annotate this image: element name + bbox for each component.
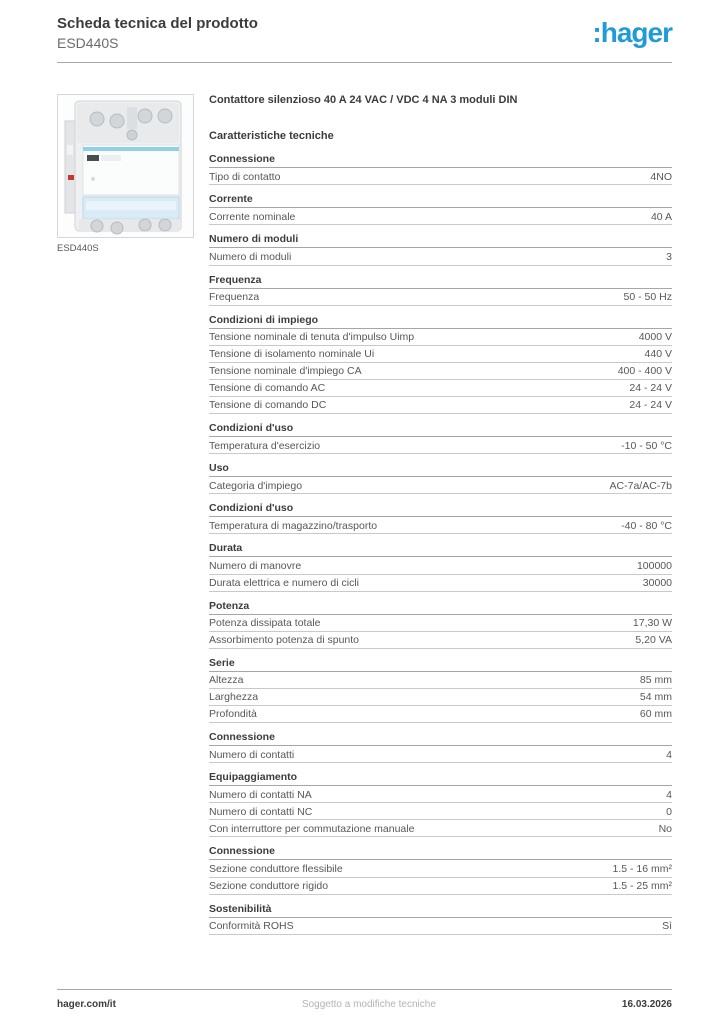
spec-section-heading: Connessione — [209, 153, 672, 168]
spec-row-value: -10 - 50 °C — [621, 439, 672, 452]
spec-rows — [209, 860, 672, 894]
footer-site-link[interactable]: hager.com/it — [57, 999, 116, 1010]
spec-row-label: Potenza dissipata totale — [209, 617, 321, 630]
spec-section — [209, 845, 672, 894]
spec-section — [209, 657, 672, 723]
spec-row — [209, 477, 672, 494]
spec-row — [209, 615, 672, 632]
spec-row — [209, 346, 672, 363]
spec-row-label: Sezione conduttore rigido — [209, 880, 329, 892]
spec-row-value: 1.5 - 16 mm² — [612, 862, 672, 875]
spec-row — [209, 803, 672, 820]
footer-date: 16.03.2026 — [621, 999, 672, 1010]
spec-row-label: Categoria d'impiego — [209, 479, 303, 492]
specs-title: Caratteristiche tecniche — [209, 130, 334, 143]
spec-section — [209, 542, 672, 591]
main-content — [57, 94, 672, 943]
spec-section-heading: Corrente — [209, 193, 672, 208]
spec-row-label: Temperatura d'esercizio — [209, 439, 321, 452]
spec-row-label: Con interruttore per commutazione manuale — [209, 822, 415, 835]
specs-column — [209, 94, 672, 943]
spec-row-label: Numero di contatti NA — [209, 788, 312, 801]
spec-rows — [209, 918, 672, 935]
spec-row — [209, 860, 672, 877]
spec-row-value: 50 - 50 Hz — [623, 291, 672, 304]
spec-row — [209, 575, 672, 592]
spec-row — [209, 557, 672, 574]
product-description: Contattore silenzioso 40 A 24 VAC / VDC 4 NA 3 moduli DIN — [209, 93, 518, 106]
spec-row — [209, 786, 672, 803]
spec-section — [209, 731, 672, 763]
spec-row-value: 85 mm — [639, 674, 672, 687]
hager-logo: :hager — [592, 17, 672, 48]
spec-row-label: Larghezza — [209, 691, 259, 704]
spec-section-heading: Sostenibilità — [209, 903, 672, 918]
spec-row-value: 40 A — [650, 210, 672, 223]
spec-row — [209, 820, 672, 837]
spec-row-value: Sì — [662, 920, 672, 933]
spec-row-value: 30000 — [642, 577, 672, 589]
spec-row — [209, 380, 672, 397]
spec-row-label: Corrente nominale — [209, 210, 296, 223]
spec-section — [209, 153, 672, 185]
spec-row-value: 4 — [666, 748, 672, 761]
spec-rows — [209, 615, 672, 649]
spec-section-heading: Connessione — [209, 845, 672, 860]
spec-section-heading: Uso — [209, 462, 672, 477]
spec-section — [209, 233, 672, 265]
spec-row-label: Altezza — [209, 674, 244, 687]
spec-rows — [209, 557, 672, 591]
product-image — [63, 97, 188, 235]
spec-row-label: Tensione di comando AC — [209, 382, 326, 395]
spec-rows — [209, 786, 672, 837]
spec-row — [209, 632, 672, 649]
spec-row-value: -40 - 80 °C — [621, 519, 672, 532]
spec-row — [209, 706, 672, 723]
spec-row — [209, 168, 672, 185]
spec-row-value: 3 — [666, 250, 672, 263]
spec-row — [209, 397, 672, 414]
spec-row — [209, 689, 672, 706]
spec-rows — [209, 746, 672, 763]
spec-rows — [209, 289, 672, 306]
footer — [57, 989, 672, 1010]
spec-section-heading: Potenza — [209, 600, 672, 615]
spec-rows — [209, 329, 672, 414]
spec-sections — [209, 153, 672, 935]
spec-row-value: 100000 — [636, 559, 672, 572]
spec-rows — [209, 248, 672, 265]
product-code: ESD440S — [57, 34, 119, 51]
spec-row-value: 5,20 VA — [635, 634, 672, 647]
spec-row — [209, 329, 672, 346]
spec-row-label: Conformità ROHS — [209, 920, 294, 933]
spec-row-label: Numero di moduli — [209, 250, 292, 263]
product-image-column — [57, 94, 194, 943]
spec-section-heading: Connessione — [209, 731, 672, 746]
spec-row-value: 24 - 24 V — [629, 399, 672, 412]
spec-row-label: Assorbimento potenza di spunto — [209, 634, 360, 647]
product-image-frame — [57, 94, 194, 238]
spec-row-value: No — [658, 822, 672, 835]
spec-row-label: Frequenza — [209, 291, 260, 304]
spec-section-heading: Serie — [209, 657, 672, 672]
spec-row — [209, 918, 672, 935]
spec-row-value: 400 - 400 V — [617, 365, 672, 378]
spec-section-heading: Condizioni d'uso — [209, 422, 672, 437]
spec-row — [209, 208, 672, 225]
spec-row-value: 440 V — [644, 348, 672, 361]
spec-section — [209, 771, 672, 837]
spec-row-value: 17,30 W — [632, 617, 672, 630]
spec-row-label: Durata elettrica e numero di cicli — [209, 577, 359, 589]
spec-section-heading: Condizioni d'uso — [209, 502, 672, 517]
spec-row-value: 4NO — [650, 170, 672, 183]
spec-section-heading: Equipaggiamento — [209, 771, 672, 786]
spec-section — [209, 462, 672, 494]
spec-section-heading: Durata — [209, 542, 672, 557]
spec-row — [209, 746, 672, 763]
footer-note: Soggetto a modifiche tecniche — [301, 999, 436, 1010]
spec-row — [209, 363, 672, 380]
spec-row-value: 4 — [666, 788, 672, 801]
spec-row — [209, 517, 672, 534]
header-titles — [57, 15, 258, 52]
spec-section — [209, 314, 672, 414]
spec-row — [209, 248, 672, 265]
spec-row-value: 60 mm — [639, 708, 672, 721]
spec-row-label: Tipo di contatto — [209, 170, 281, 183]
spec-rows — [209, 672, 672, 723]
spec-section — [209, 502, 672, 534]
spec-row-label: Tensione nominale di tenuta d'impulso Uimp — [209, 331, 415, 344]
spec-rows — [209, 208, 672, 225]
spec-row-label: Sezione conduttore flessibile — [209, 862, 343, 875]
product-image-caption: ESD440S — [57, 242, 99, 254]
spec-row-label: Tensione di comando DC — [209, 399, 327, 412]
spec-row-label: Tensione di isolamento nominale Ui — [209, 348, 375, 361]
spec-row-value: 0 — [666, 805, 672, 818]
spec-row — [209, 672, 672, 689]
spec-row-label: Tensione nominale d'impiego CA — [209, 365, 362, 378]
spec-rows — [209, 477, 672, 494]
spec-row-value: AC-7a/AC-7b — [609, 479, 672, 492]
spec-row — [209, 289, 672, 306]
header — [57, 0, 672, 63]
spec-rows — [209, 517, 672, 534]
spec-section-heading: Condizioni di impiego — [209, 314, 672, 329]
spec-row-value: 1.5 - 25 mm² — [612, 880, 672, 892]
spec-section — [209, 422, 672, 454]
spec-row-label: Profondità — [209, 708, 257, 721]
spec-row-label: Numero di contatti NC — [209, 805, 313, 818]
spec-section — [209, 193, 672, 225]
spec-rows — [209, 437, 672, 454]
spec-row-label: Numero di contatti — [209, 748, 295, 761]
spec-row-label: Numero di manovre — [209, 559, 302, 572]
page-title: Scheda tecnica del prodotto — [57, 15, 258, 32]
spec-row-label: Temperatura di magazzino/trasporto — [209, 519, 378, 532]
spec-row-value: 24 - 24 V — [629, 382, 672, 395]
spec-row — [209, 878, 672, 895]
spec-rows — [209, 168, 672, 185]
spec-section-heading: Numero di moduli — [209, 233, 672, 248]
spec-section — [209, 600, 672, 649]
spec-row-value: 4000 V — [638, 331, 672, 344]
spec-section-heading: Frequenza — [209, 274, 672, 289]
spec-row-value: 54 mm — [639, 691, 672, 704]
spec-section — [209, 274, 672, 306]
spec-section — [209, 903, 672, 935]
spec-row — [209, 437, 672, 454]
